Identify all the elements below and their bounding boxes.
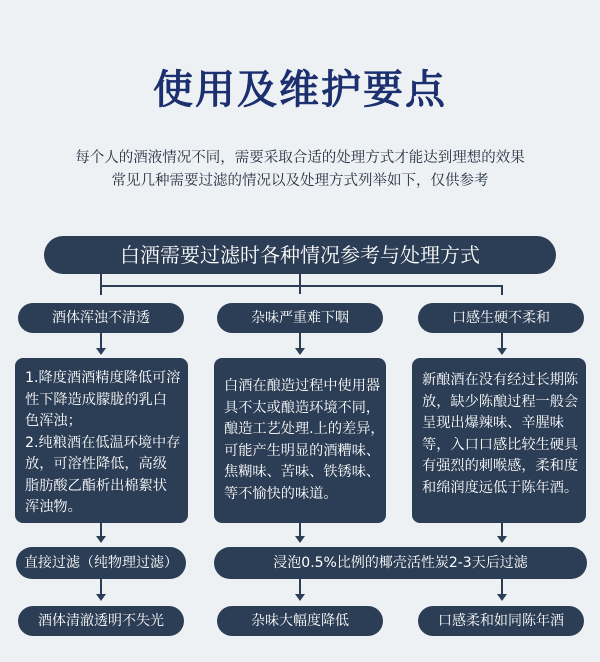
method-charcoal-soak: 浸泡0.5%比例的椰壳活性炭2-3天后过滤 bbox=[214, 547, 587, 579]
arrow-down-icon bbox=[96, 594, 106, 601]
description-line: 性下降造成朦胧的乳白 bbox=[25, 391, 167, 408]
connector bbox=[299, 333, 301, 349]
description-line: 2.纯粮酒在低温环境中存 bbox=[25, 434, 181, 451]
connector bbox=[501, 579, 503, 595]
connector bbox=[299, 579, 301, 595]
description-line: 可能产生明显的酒糟味、 bbox=[224, 442, 381, 459]
connector bbox=[501, 523, 503, 537]
connector bbox=[501, 285, 503, 295]
description-line: 等，入口口感比较生硬具 bbox=[422, 436, 579, 453]
header-banner: 白酒需要过滤时各种情况参考与处理方式 bbox=[44, 236, 556, 274]
description-box-3 bbox=[412, 358, 586, 523]
connector bbox=[100, 333, 102, 349]
description-line: 新酿酒在没有经过长期陈 bbox=[422, 372, 579, 388]
arrow-down-icon bbox=[497, 594, 507, 601]
description-line: 酿造工艺处理.上的差异， bbox=[224, 421, 385, 437]
result-pill-2: 杂味大幅度降低 bbox=[217, 606, 383, 636]
arrow-down-icon bbox=[96, 348, 106, 355]
method-direct-filter: 直接过滤（纯物理过滤） bbox=[16, 547, 186, 579]
connector bbox=[501, 333, 503, 349]
description-line: 放，可溶性降低，高级 bbox=[25, 456, 167, 472]
connector bbox=[100, 523, 102, 537]
page-title: 使用及维护要点 bbox=[153, 67, 447, 113]
description-line: 呈现出爆辣味、辛腥味 bbox=[422, 415, 564, 431]
description-box-2 bbox=[214, 358, 386, 523]
description-line: 色浑浊； bbox=[25, 413, 82, 429]
description-line: 浑浊物。 bbox=[25, 499, 82, 515]
connector bbox=[100, 579, 102, 595]
description-line: 放，缺少陈酿过程一般会 bbox=[422, 393, 579, 410]
arrow-down-icon bbox=[497, 348, 507, 355]
description-line: 焦糊味、苦味、铁锈味、 bbox=[224, 464, 381, 480]
condition-pill-3: 口感生硬不柔和 bbox=[418, 303, 584, 333]
intro-line-2: 常见几种需要过滤的情况以及处理方式列举如下，仅供参考 bbox=[111, 173, 489, 189]
arrow-down-icon bbox=[295, 536, 305, 543]
description-box-1 bbox=[15, 358, 188, 523]
condition-pill-2: 杂味严重难下咽 bbox=[217, 303, 383, 333]
arrow-down-icon bbox=[295, 594, 305, 601]
arrow-down-icon bbox=[295, 348, 305, 355]
condition-pill-1: 酒体浑浊不清透 bbox=[18, 303, 184, 333]
description-line: 和绵润度远低于陈年酒。 bbox=[422, 479, 579, 496]
intro-line-1: 每个人的酒液情况不同，需要采取合适的处理方式才能达到理想的效果 bbox=[75, 150, 525, 166]
description-line: 1.降度酒酒精度降低可溶 bbox=[25, 370, 181, 386]
description-line: 有强烈的刺喉感，柔和度 bbox=[422, 458, 579, 474]
result-pill-1: 酒体清澈透明不失光 bbox=[18, 606, 184, 636]
description-line: 等不愉快的味道。 bbox=[224, 485, 338, 502]
connector bbox=[299, 274, 301, 294]
connector bbox=[100, 285, 503, 287]
result-pill-3: 口感柔和如同陈年酒 bbox=[418, 606, 584, 636]
arrow-down-icon bbox=[96, 536, 106, 543]
connector bbox=[299, 523, 301, 537]
description-line: 脂肪酸乙酯析出棉絮状 bbox=[25, 477, 167, 494]
description-line: 白酒在酿造过程中使用器 bbox=[224, 378, 381, 394]
connector bbox=[100, 285, 102, 295]
description-line: 具不太或酿造环境不同， bbox=[224, 399, 381, 416]
arrow-down-icon bbox=[497, 536, 507, 543]
